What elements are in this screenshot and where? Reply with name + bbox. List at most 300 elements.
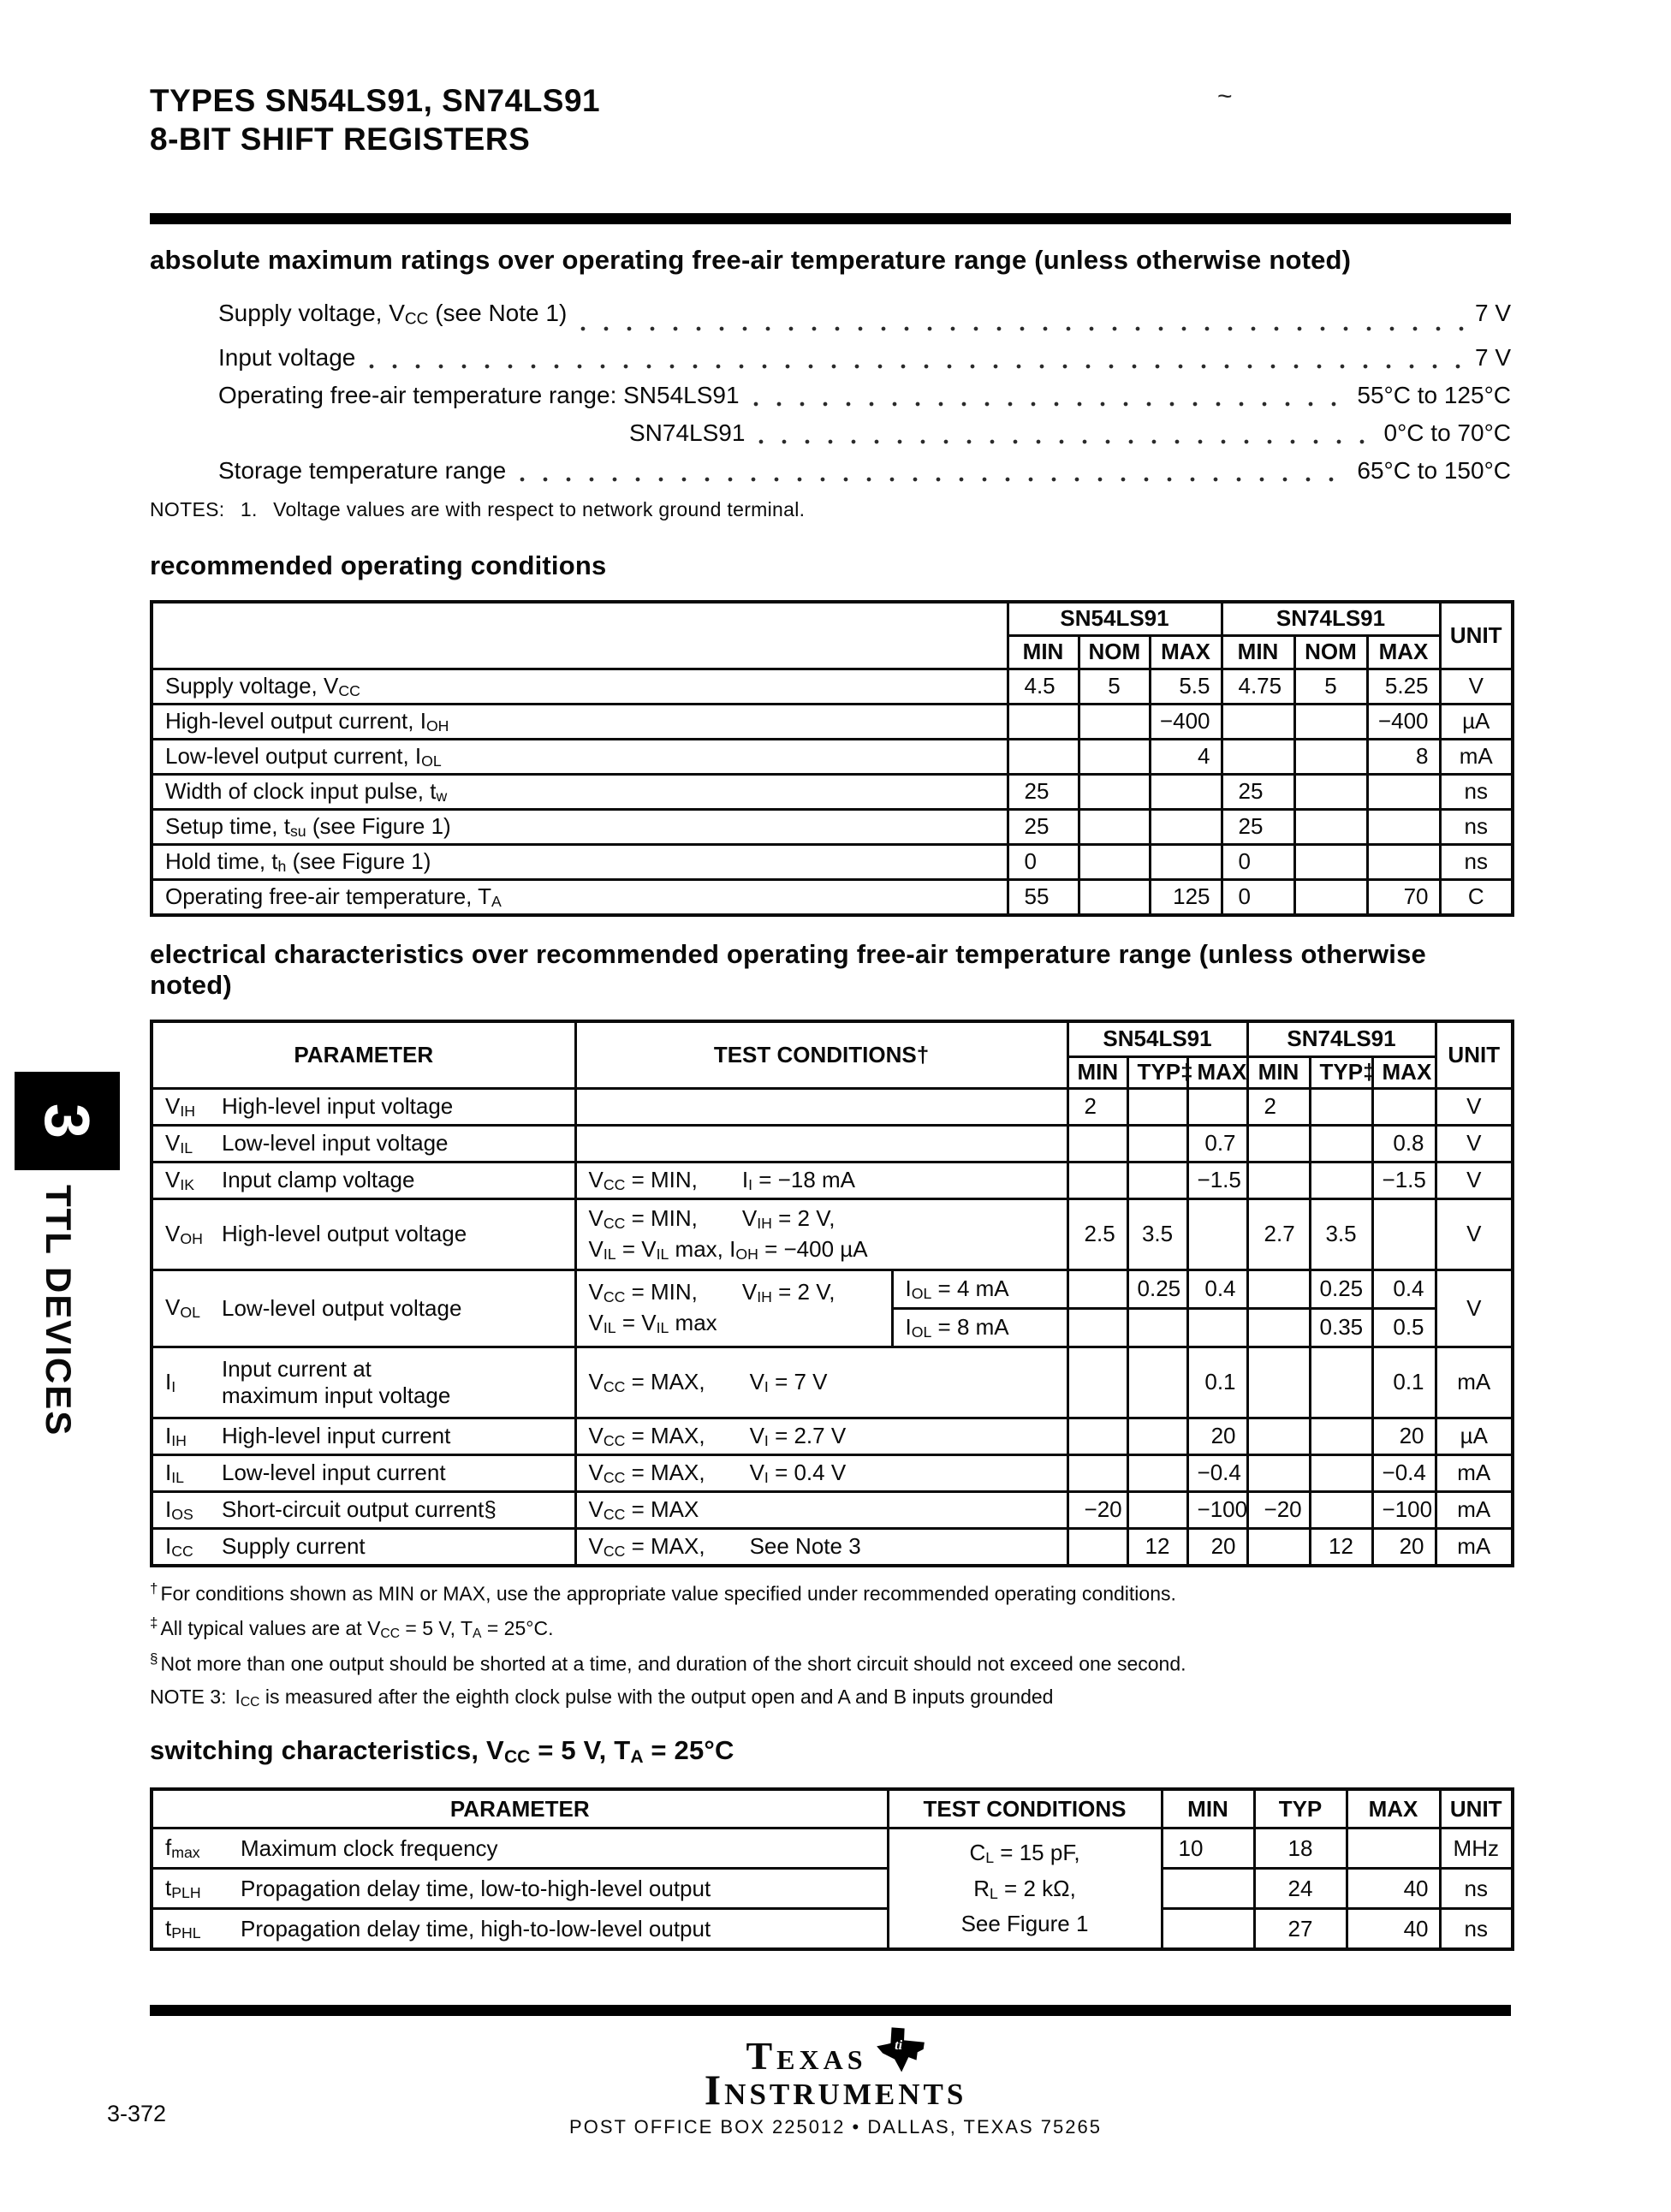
dot-leader [580,325,1465,332]
typ-header: TYP‡ [1310,1056,1372,1088]
nom-header: NOM [1079,635,1150,669]
table-row-ios [152,1491,1513,1528]
condition-cell: $V_{CC}$ = MAX, See Note 3 [575,1528,1067,1566]
cell-74-nom [1294,879,1367,915]
abs-max-ratings-list [150,294,1511,489]
parameter-cell [152,1418,575,1454]
param-symbol: $I_{CC}$ [165,1532,193,1560]
sub-condition-cell: $I_{OL} = 4$ mA [892,1270,1067,1308]
rating-row [150,339,1511,377]
cell-74-nom [1294,704,1367,739]
condition-cell [575,1088,1067,1125]
parameter-cell [152,1491,575,1528]
rating-value: 7 V [1474,343,1511,371]
cell-74-max [1367,844,1440,879]
param-name: Low-level output voltage [222,1294,462,1321]
cell-74-nom [1294,739,1367,774]
footnote-text: All typical values are at $V_{CC} = 5$ V, $T_A = 25^\circ C$. [160,1616,554,1641]
cell-unit: ns [1440,1909,1513,1950]
cell-54-max: 20 [1187,1528,1247,1566]
cell-74-max: −100 [1372,1491,1436,1528]
cell-54-max [1150,809,1222,844]
switching-heading: switching characteristics, $V_{CC} = 5$ V, $T_A = 25^\circ C$ [150,1734,734,1767]
cell-54-typ [1127,1308,1187,1347]
dot-leader [753,401,1347,407]
condition-cell [575,1198,1067,1270]
cell-54-nom [1079,739,1150,774]
cell-54-nom [1079,774,1150,809]
row-label: Width of clock input pulse, $t_w$ [152,774,1008,809]
typ-header: TYP [1254,1789,1347,1828]
footer-rule [150,2005,1511,2016]
cell-unit: V [1436,1162,1513,1198]
cell-54-min: 25 [1008,809,1079,844]
table-row-tplh [152,1869,1513,1909]
ti-brand-texas: Texas [746,2033,867,2078]
table-row-fmax [152,1828,1513,1869]
cell-74-max: 0.8 [1372,1125,1436,1162]
cell-54-typ [1127,1491,1187,1528]
cell-54-max: 20 [1187,1418,1247,1454]
device-header-sn74ls91: SN74LS91 [1247,1021,1436,1057]
cell-74-nom [1294,809,1367,844]
cell-54-nom [1079,844,1150,879]
cell-74-nom: 5 [1294,669,1367,704]
recommended-operating-conditions-table [150,600,1514,917]
cell-54-min [1008,704,1079,739]
parameter-cell [152,1828,888,1869]
cell-54-min [1067,1347,1127,1418]
cell-74-min [1247,1308,1310,1347]
rating-row [150,414,1511,452]
footnote-marker: § [150,1650,158,1668]
table-row-ta [152,879,1513,915]
table-row-ioh [152,704,1513,739]
parameter-cell [152,1869,888,1909]
cell-74-max: −0.4 [1372,1454,1436,1491]
nom-header: NOM [1294,635,1367,669]
cell-54-min [1067,1125,1127,1162]
page-content [150,0,1511,1951]
condition-cell [575,1125,1067,1162]
cell-74-min: 2 [1247,1088,1310,1125]
cell-54-typ: 0.25 [1127,1270,1187,1308]
footnote-note3 [150,1685,1511,1711]
section-tab [15,1072,120,1170]
cell-74-min [1247,1418,1310,1454]
min-header: MIN [1067,1056,1127,1088]
cell-74-min: 4.75 [1222,669,1294,704]
cell-unit: MHz [1440,1828,1513,1869]
max-header: MAX [1150,635,1222,669]
param-symbol: $I_{IL}$ [165,1459,184,1486]
cell-54-min: 25 [1008,774,1079,809]
cell-unit: mA [1436,1347,1513,1418]
parameter-cell [152,1347,575,1418]
param-name: Low-level input voltage [222,1130,449,1157]
cell-54-min: 2 [1067,1088,1127,1125]
cell-74-max [1372,1198,1436,1270]
unit-header: UNIT [1436,1021,1513,1089]
page-title [150,81,1511,158]
rating-label: Operating free-air temperature range: SN54LS91 [218,381,740,408]
condition-line-1: $C_L = 15$ pF, [969,1840,1080,1867]
table-row-iih [152,1418,1513,1454]
cell-74-typ [1310,1125,1372,1162]
cell-unit: V [1436,1198,1513,1270]
unit-header: UNIT [1440,1789,1513,1828]
cell-54-typ [1127,1162,1187,1198]
cell-74-typ [1310,1162,1372,1198]
condition-cell: $V_{CC}$ = MAX, $V_I = 7$ V [575,1347,1067,1418]
cell-54-typ: 3.5 [1127,1198,1187,1270]
cell-74-typ [1310,1491,1372,1528]
table-row-vcc [152,669,1513,704]
table-row-th [152,844,1513,879]
cell-min: 10 [1162,1828,1254,1869]
max-header: MAX [1367,635,1440,669]
parameter-cell [152,1454,575,1491]
rating-label: Input voltage [218,343,356,371]
cell-54-min [1067,1308,1127,1347]
row-label: High-level output current, $I_{OH}$ [152,704,1008,739]
table-row-icc [152,1528,1513,1566]
max-header: MAX [1187,1056,1247,1088]
cell-74-typ [1310,1454,1372,1491]
roc-heading: recommended operating conditions [150,550,607,580]
parameter-header: PARAMETER [152,1021,575,1089]
cell-54-min [1067,1270,1127,1308]
cell-54-max: −1.5 [1187,1162,1247,1198]
min-header: MIN [1247,1056,1310,1088]
parameter-cell [152,1088,575,1125]
rating-value: 55°C to 125°C [1357,381,1511,408]
cell-74-min: 25 [1222,809,1294,844]
table-row-tphl [152,1909,1513,1950]
param-symbol: $t_{PLH}$ [165,1875,201,1902]
condition-line-3: See Figure 1 [960,1911,1089,1937]
cell-unit: mA [1436,1491,1513,1528]
max-header: MAX [1347,1789,1440,1828]
cell-54-min [1067,1418,1127,1454]
table-row-iil [152,1454,1513,1491]
cell-54-min: 4.5 [1008,669,1079,704]
min-header: MIN [1222,635,1294,669]
cell-74-typ: 0.35 [1310,1308,1372,1347]
title-line-1: TYPES SN54LS91, SN74LS91 [150,83,601,118]
param-name: Propagation delay time, high-to-low-level output [241,1915,711,1941]
cell-unit: µA [1440,704,1513,739]
abs-max-note: NOTES: 1. Voltage values are with respect to network ground terminal. [150,497,806,520]
param-symbol: $V_{OL}$ [165,1294,200,1322]
cell-typ: 27 [1254,1909,1347,1950]
footnote-text: For conditions shown as MIN or MAX, use the appropriate value specified under recommended operating conditions. [160,1582,1176,1605]
test-conditions-header: TEST CONDITIONS [888,1789,1162,1828]
condition-line-2: $V_{IL} = V_{IL}$ max, $I_{OH} = -400$ µA [588,1235,868,1263]
table-row-iol [152,739,1513,774]
cell-unit: V [1440,669,1513,704]
cell-54-max [1150,774,1222,809]
param-symbol: $t_{PHL}$ [165,1915,201,1942]
cell-54-min [1067,1162,1127,1198]
condition-line-2: $V_{IL} = V_{IL}$ max [588,1310,717,1337]
cell-54-min: 0 [1008,844,1079,879]
row-label: Setup time, $t_{su}$ (see Figure 1) [152,809,1008,844]
cell-74-max [1372,1088,1436,1125]
rating-value: 7 V [1474,300,1511,327]
sub-condition-cell: $I_{OL} = 8$ mA [892,1308,1067,1347]
cell-unit: V [1436,1088,1513,1125]
footnote-double-dagger [150,1614,1511,1643]
cell-54-max: 5.5 [1150,669,1222,704]
min-header: MIN [1162,1789,1254,1828]
ti-logo [0,2027,1671,2138]
cell-max: 40 [1347,1909,1440,1950]
dot-leader [369,363,1465,370]
cell-54-max: −0.4 [1187,1454,1247,1491]
svg-text:ti: ti [894,2037,902,2053]
cell-74-max: 0.4 [1372,1270,1436,1308]
elec-heading: electrical characteristics over recommended operating free-air temperature range (unless otherwise noted) [150,938,1426,1000]
table-row-tw [152,774,1513,809]
footer-address: POST OFFICE BOX 225012 • DALLAS, TEXAS 75265 [569,2116,1102,2138]
cell-74-min: 25 [1222,774,1294,809]
typ-header: TYP‡ [1127,1056,1187,1088]
cell-54-max [1187,1088,1247,1125]
test-conditions-header: TEST CONDITIONS† [575,1021,1067,1089]
param-symbol: $I_I$ [165,1368,176,1395]
cell-74-max: −400 [1367,704,1440,739]
param-name: High-level output voltage [222,1221,467,1247]
condition-line-1: $V_{CC}$ = MIN, $V_{IH} = 2$ V, [588,1279,836,1306]
cell-typ: 18 [1254,1828,1347,1869]
table-row-ii [152,1347,1513,1418]
cell-unit: C [1440,879,1513,915]
cell-74-min: 0 [1222,879,1294,915]
param-symbol: $f_{max}$ [165,1834,200,1862]
footnote-dagger [150,1579,1511,1608]
cell-54-min: 2.5 [1067,1198,1127,1270]
rating-row [150,452,1511,490]
condition-cell [575,1270,892,1347]
electrical-characteristics-table [150,1020,1514,1567]
cell-74-max: 8 [1367,739,1440,774]
cell-54-max: 125 [1150,879,1222,915]
cell-54-nom: 5 [1079,669,1150,704]
footnote-section [150,1650,1511,1678]
cell-74-typ [1310,1088,1372,1125]
cell-54-max: −400 [1150,704,1222,739]
cell-unit: V [1436,1270,1513,1347]
cell-54-max: 0.7 [1187,1125,1247,1162]
cell-54-min: −20 [1067,1491,1127,1528]
param-name: Short-circuit output current§ [222,1496,497,1523]
param-symbol: $V_{IL}$ [165,1129,193,1157]
min-header: MIN [1008,635,1079,669]
cell-54-typ: 12 [1127,1528,1187,1566]
cell-unit: ns [1440,1869,1513,1909]
cell-54-max: 0.1 [1187,1347,1247,1418]
switching-characteristics-table [150,1787,1514,1951]
cell-54-max: −100 [1187,1491,1247,1528]
cell-74-min [1247,1454,1310,1491]
cell-54-max [1187,1198,1247,1270]
parameter-cell [152,1528,575,1566]
cell-54-max [1150,844,1222,879]
condition-line-1: $V_{CC}$ = MIN, $V_{IH} = 2$ V, [588,1204,836,1232]
rating-label: SN74LS91 [629,419,746,446]
cell-74-min [1247,1347,1310,1418]
row-label: Supply voltage, $V_{CC}$ [152,669,1008,704]
cell-54-max: 0.4 [1187,1270,1247,1308]
cell-54-typ [1127,1125,1187,1162]
title-line-2: 8-BIT SHIFT REGISTERS [150,122,531,158]
table-row-tsu [152,809,1513,844]
cell-54-typ [1127,1088,1187,1125]
row-label: Hold time, $t_h$ (see Figure 1) [152,844,1008,879]
scan-tilde-mark: ~ [1217,82,1233,110]
condition-cell: $V_{CC}$ = MAX, $V_I = 2.7$ V [575,1418,1067,1454]
parameter-header: PARAMETER [152,1789,888,1828]
footnote-marker: ‡ [150,1614,158,1632]
cell-54-min [1067,1528,1127,1566]
param-symbol: $V_{OH}$ [165,1220,203,1247]
cell-typ: 24 [1254,1869,1347,1909]
cell-unit: mA [1436,1454,1513,1491]
table-row-vik [152,1162,1513,1198]
footnote-text: $I_{CC}$ is measured after the eighth clock pulse with the output open and A and B inputs grounded [235,1685,1054,1710]
param-symbol: $V_{IK}$ [165,1166,195,1193]
cell-54-min [1008,739,1079,774]
cell-54-nom [1079,704,1150,739]
condition-cell [888,1828,1162,1950]
cell-74-min: −20 [1247,1491,1310,1528]
cell-74-nom [1294,844,1367,879]
parameter-cell [152,1162,575,1198]
cell-74-min [1247,1125,1310,1162]
header-rule [150,213,1511,224]
rating-row [150,377,1511,414]
cell-74-max: 0.5 [1372,1308,1436,1347]
cell-54-typ [1127,1347,1187,1418]
cell-54-min: 55 [1008,879,1079,915]
cell-74-typ: 0.25 [1310,1270,1372,1308]
device-header-sn54ls91: SN54LS91 [1008,602,1222,636]
section-tab-number: 3 [32,1103,103,1139]
condition-cell: $V_{CC}$ = MAX [575,1491,1067,1528]
param-name: Supply current [222,1533,366,1560]
param-name: Input clamp voltage [222,1167,415,1193]
condition-cell: $V_{CC}$ = MIN, $I_I = -18$ mA [575,1162,1067,1198]
cell-74-max: −1.5 [1372,1162,1436,1198]
cell-74-max: 5.25 [1367,669,1440,704]
rating-value: 0°C to 70°C [1383,419,1511,446]
cell-unit: ns [1440,809,1513,844]
table-row-vol-4ma [152,1270,1513,1308]
cell-unit: ns [1440,774,1513,809]
rating-label: Storage temperature range [218,456,507,484]
unit-header: UNIT [1440,602,1513,669]
cell-74-max [1367,774,1440,809]
parameter-cell [152,1125,575,1162]
param-symbol: $I_{IH}$ [165,1422,187,1449]
ti-brand-instruments: Instruments [704,2066,967,2114]
condition-line-2: $R_L = 2$ kΩ, [973,1875,1076,1902]
param-name: Low-level input current [222,1460,446,1486]
cell-74-typ [1310,1418,1372,1454]
footnote-marker: † [150,1579,158,1597]
cell-54-typ [1127,1454,1187,1491]
cell-unit: mA [1436,1528,1513,1566]
page-footer [0,2005,1671,2212]
cell-54-min [1067,1454,1127,1491]
cell-74-min [1247,1528,1310,1566]
cell-74-min [1222,739,1294,774]
cell-74-min [1222,704,1294,739]
param-symbol: $V_{IH}$ [165,1092,196,1120]
condition-cell: $V_{CC}$ = MAX, $V_I = 0.4$ V [575,1454,1067,1491]
cell-74-nom [1294,774,1367,809]
param-name: High-level input voltage [222,1093,454,1120]
param-name-line-1: Input current at [222,1355,372,1382]
dot-leader [758,438,1373,445]
parameter-cell [152,1198,575,1270]
max-header: MAX [1372,1056,1436,1088]
cell-74-max [1367,809,1440,844]
cell-74-max: 20 [1372,1528,1436,1566]
cell-54-max: 4 [1150,739,1222,774]
param-name-line-2: maximum input voltage [222,1382,451,1408]
row-label: Low-level output current, $I_{OL}$ [152,739,1008,774]
param-name: High-level input current [222,1423,451,1449]
param-symbol: $I_{OS}$ [165,1495,193,1523]
row-label: Operating free-air temperature, $T_A$ [152,879,1008,915]
cell-unit: mA [1440,739,1513,774]
table-row-vih [152,1088,1513,1125]
table-row-vil [152,1125,1513,1162]
cell-min [1162,1869,1254,1909]
cell-max: 40 [1347,1869,1440,1909]
cell-74-typ: 3.5 [1310,1198,1372,1270]
parameter-cell [152,1909,888,1950]
parameter-cell [152,1270,575,1347]
footnotes [150,1579,1511,1711]
cell-min [1162,1909,1254,1950]
rating-value: 65°C to 150°C [1357,456,1511,484]
cell-54-typ [1127,1418,1187,1454]
footnote-text: Not more than one output should be shorted at a time, and duration of the short circuit should not exceed one second. [160,1652,1186,1675]
param-name [222,1356,566,1409]
cell-74-min [1247,1270,1310,1308]
cell-74-max: 70 [1367,879,1440,915]
param-name: Maximum clock frequency [241,1834,498,1861]
table-row-voh [152,1198,1513,1270]
page-number: 3-372 [107,2101,167,2126]
param-name: Propagation delay time, low-to-high-level output [241,1875,711,1901]
cell-74-min: 0 [1222,844,1294,879]
footnote-marker: NOTE 3: [150,1685,227,1708]
cell-54-nom [1079,879,1150,915]
cell-unit: V [1436,1125,1513,1162]
cell-max [1347,1828,1440,1869]
rating-row [150,294,1511,338]
sidebar-label-ttl-devices: TTL DEVICES [39,1185,79,1437]
device-header-sn54ls91: SN54LS91 [1067,1021,1247,1057]
cell-74-max: 20 [1372,1418,1436,1454]
cell-74-max: 0.1 [1372,1347,1436,1418]
rating-label: Supply voltage, $V_{CC}$ (see Note 1) [218,300,568,329]
blank-header-cell [152,602,1008,669]
